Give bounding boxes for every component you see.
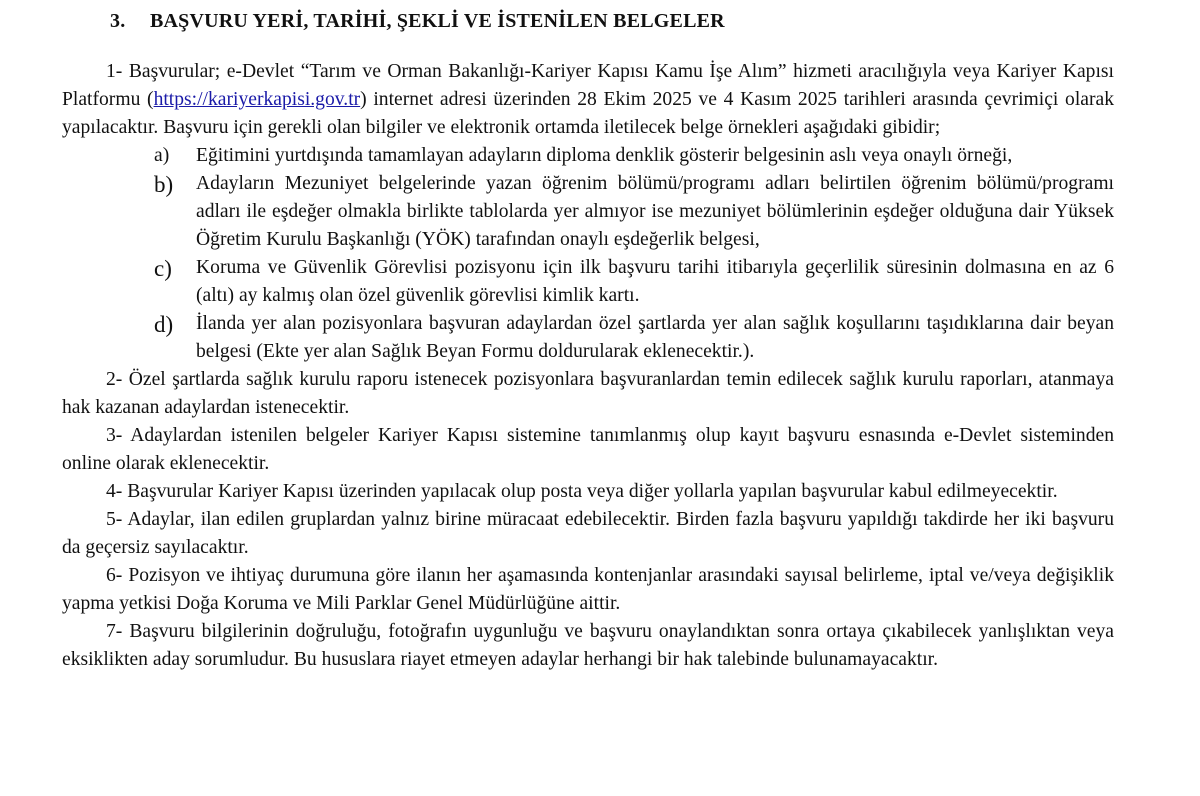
list-item-a — [62, 142, 1114, 170]
kariyer-kapisi-link[interactable]: https://kariyerkapisi.gov.tr — [153, 89, 361, 110]
paragraph-1-text-end: ) internet adresi üzerinden 28 Ekim 2025 ve 4 Kasım 2025 tarihleri arasında çevrimiçi olarak yapılacaktır. Başvuru için gerekli olan bilgiler ve elektronik ortamda iletilecek belge örnekleri aşağıdaki gibidir; — [62, 89, 1114, 138]
section-title: BAŞVURU YERİ, TARİHİ, ŞEKLİ VE İSTENİLEN BELGELER — [150, 10, 725, 32]
list-marker-c: c) — [154, 256, 172, 281]
list-item-b — [62, 170, 1114, 254]
list-marker-d: d) — [154, 312, 174, 337]
paragraph-6: 6- Pozisyon ve ihtiyaç durumuna göre ilanın her aşamasında kontenjanlar arasındaki sayısal belirleme, iptal ve/veya değişiklik yapma yetkisi Doğa Koruma ve Mili Parklar Genel Müdürlüğüne aittir. — [62, 565, 1114, 614]
list-item-c — [62, 254, 1114, 310]
paragraph-7: 7- Başvuru bilgilerinin doğruluğu, fotoğrafın uygunluğu ve başvuru onaylandıktan sonra ortaya çıkabilecek yanlışlıktan veya eksiklikten aday sorumludur. Bu hususlara riayet etmeyen adaylar herhangi bir hak talebinde bulunamayacaktır. — [62, 621, 1114, 670]
required-documents-list — [62, 142, 1114, 366]
paragraph-5: 5- Adaylar, ilan edilen gruplardan yalnız birine müracaat edebilecektir. Birden fazla başvuru yapıldığı takdirde her iki başvuru da geçersiz sayılacaktır. — [62, 509, 1114, 558]
paragraph-1-text-start: 1- Başvurular; e-Devlet “Tarım ve Orman Bakanlığı-Kariyer Kapısı Kamu İşe Alım” hizmeti aracılığıyla veya Kariyer Kapısı Platformu ( — [62, 61, 1114, 110]
list-item-a-text: Eğitimini yurtdışında tamamlayan adayların diploma denklik gösterir belgesinin aslı veya onaylı örneği, — [196, 145, 1013, 166]
section-heading — [110, 8, 1114, 34]
list-marker-a: a) — [154, 145, 170, 166]
paragraph-4: 4- Başvurular Kariyer Kapısı üzerinden yapılacak olup posta veya diğer yollarla yapılan başvurular kabul edilmeyecektir. — [106, 481, 1058, 502]
section-number: 3. — [110, 10, 126, 32]
document-page — [62, 8, 1114, 674]
paragraph-1 — [62, 58, 1114, 142]
list-item-b-text: Adayların Mezuniyet belgelerinde yazan öğrenim bölümü/programı adları belirtilen öğrenim bölümü/programı adları ile eşdeğer olmakla birlikte tablolarda yer almıyor ise mezuniyet bölümlerinin eşdeğer olduğuna dair Yüksek Öğretim Kurulu Başkanlığı (YÖK) tarafından onaylı eşdeğerlik belgesi, — [196, 173, 1114, 250]
paragraph-3: 3- Adaylardan istenilen belgeler Kariyer Kapısı sistemine tanımlanmış olup kayıt başvuru esnasında e-Devlet sisteminden online olarak eklenecektir. — [62, 425, 1114, 474]
list-marker-b: b) — [154, 172, 174, 197]
list-item-d-text: İlanda yer alan pozisyonlara başvuran adaylardan özel şartlarda yer alan sağlık koşullarını taşıdıklarına dair beyan belgesi (Ekte yer alan Sağlık Beyan Formu doldurularak eklenecektir.). — [196, 313, 1114, 362]
list-item-c-text: Koruma ve Güvenlik Görevlisi pozisyonu için ilk başvuru tarihi itibarıyla geçerlilik süresinin dolmasına en az 6 (altı) ay kalmış olan özel güvenlik görevlisi kimlik kartı. — [196, 257, 1114, 306]
paragraph-2: 2- Özel şartlarda sağlık kurulu raporu istenecek pozisyonlara başvuranlardan temin edilecek sağlık kurulu raporları, atanmaya hak kazanan adaylardan istenecektir. — [62, 369, 1114, 418]
list-item-d — [62, 310, 1114, 366]
